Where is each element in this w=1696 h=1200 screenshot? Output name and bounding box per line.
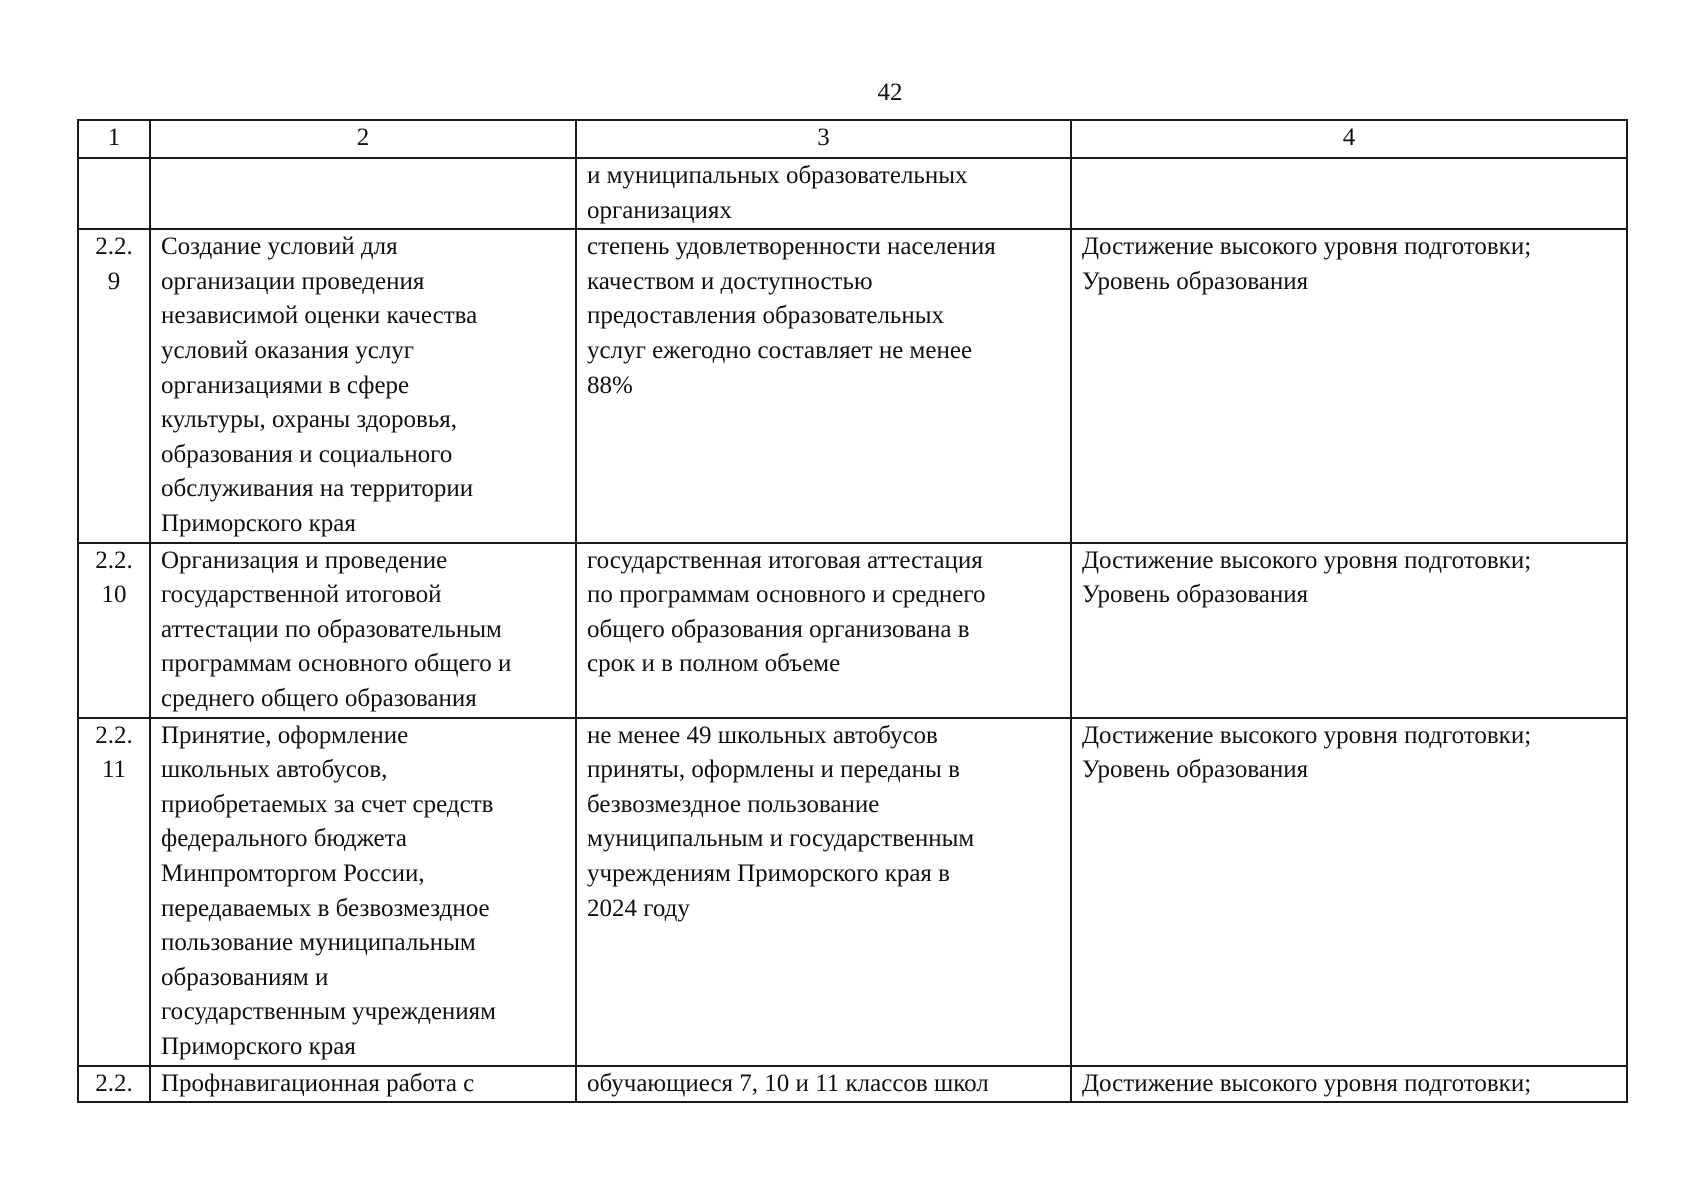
row-number xyxy=(78,158,150,229)
row-number: 2.2. 11 xyxy=(78,718,150,1066)
table-row xyxy=(78,718,1627,1066)
column-header-1: 1 xyxy=(78,120,150,158)
table-row xyxy=(78,229,1627,542)
indicator-cell: обучающиеся 7, 10 и 11 классов школ xyxy=(576,1066,1071,1103)
row-number: 2.2. xyxy=(78,1066,150,1103)
table-row xyxy=(78,1066,1627,1103)
measures-table xyxy=(77,119,1628,1103)
result-cell: Достижение высокого уровня подготовки; xyxy=(1071,1066,1627,1103)
row-number: 2.2. 10 xyxy=(78,543,150,718)
column-header-2: 2 xyxy=(150,120,576,158)
column-header-3: 3 xyxy=(576,120,1071,158)
result-cell: Достижение высокого уровня подготовки; Уровень образования xyxy=(1071,543,1627,718)
row-number: 2.2. 9 xyxy=(78,229,150,542)
result-cell xyxy=(1071,158,1627,229)
measure-cell: Создание условий для организации проведения независимой оценки качества условий оказания услуг организациями в сфере культуры, охраны здоровья, образования и социального обслуживания на территории Приморского края xyxy=(150,229,576,542)
measure-cell: Принятие, оформление школьных автобусов, приобретаемых за счет средств федерального бюджета Минпромторгом России, передаваемых в безвозмездное пользование муниципальным образованиям и государственным учреждениям Приморского края xyxy=(150,718,576,1066)
result-cell: Достижение высокого уровня подготовки; Уровень образования xyxy=(1071,229,1627,542)
indicator-cell: не менее 49 школьных автобусов приняты, оформлены и переданы в безвозмездное пользование муниципальным и государственным учреждениям Приморского края в 2024 году xyxy=(576,718,1071,1066)
page-number: 42 xyxy=(877,79,903,106)
table-header-row xyxy=(78,120,1627,158)
measure-cell: Профнавигационная работа с xyxy=(150,1066,576,1103)
column-header-4: 4 xyxy=(1071,120,1627,158)
indicator-cell: степень удовлетворенности населения качеством и доступностью предоставления образовательных услуг ежегодно составляет не менее 88% xyxy=(576,229,1071,542)
indicator-cell: и муниципальных образовательных организациях xyxy=(576,158,1071,229)
table-row xyxy=(78,158,1627,229)
table-row xyxy=(78,543,1627,718)
result-cell: Достижение высокого уровня подготовки; Уровень образования xyxy=(1071,718,1627,1066)
measure-cell: Организация и проведение государственной итоговой аттестации по образовательным программам основного общего и среднего общего образования xyxy=(150,543,576,718)
measure-cell xyxy=(150,158,576,229)
indicator-cell: государственная итоговая аттестация по программам основного и среднего общего образования организована в срок и в полном объеме xyxy=(576,543,1071,718)
